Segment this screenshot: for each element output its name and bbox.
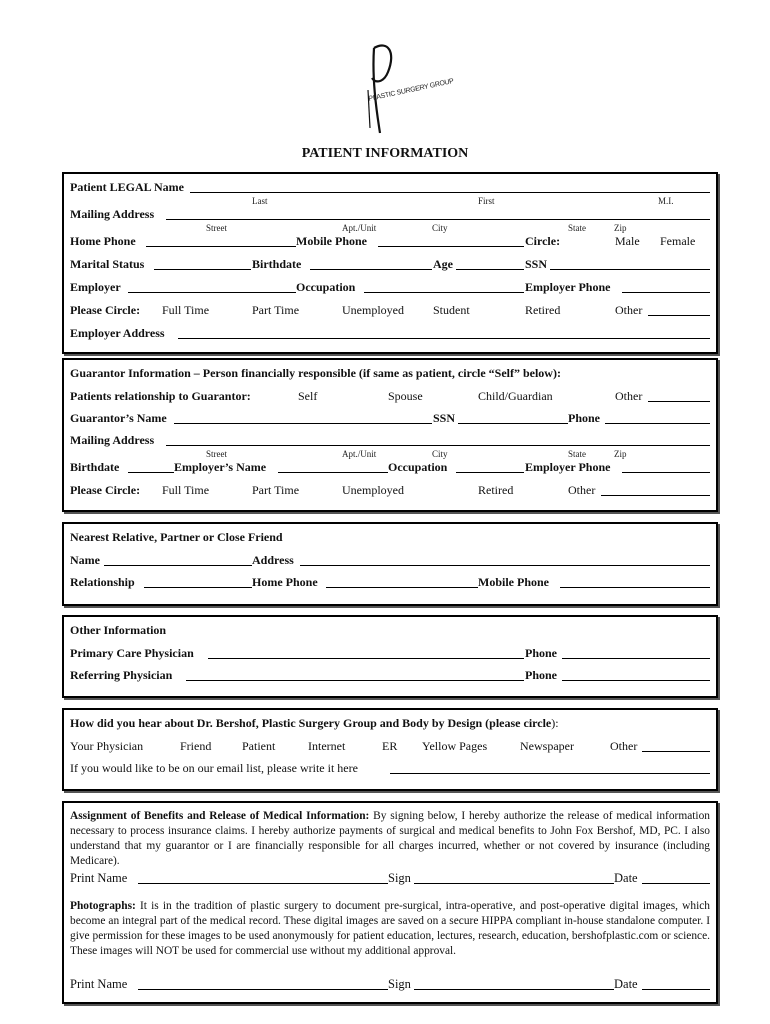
mobile-phone-field[interactable] — [378, 234, 524, 247]
patient-section — [62, 172, 718, 354]
relative-home-phone-field[interactable] — [326, 575, 478, 588]
unemployed-option[interactable]: Unemployed — [342, 303, 404, 317]
employer-phone-field[interactable] — [622, 280, 710, 293]
marital-status-label: Marital Status — [70, 257, 145, 271]
guarantor-occupation-field[interactable] — [456, 460, 524, 473]
guarantor-phone-field[interactable] — [605, 411, 710, 424]
date-label-2: Date — [614, 977, 638, 991]
spouse-option[interactable]: Spouse — [388, 389, 423, 403]
referring-physician-label: Referring Physician — [70, 668, 173, 682]
guarantor-state-caption: State — [568, 449, 586, 459]
referral-other-option[interactable]: Other — [610, 739, 638, 753]
state-caption: State — [568, 223, 586, 233]
photographs-title: Photographs: — [70, 900, 136, 912]
referring-physician-field[interactable] — [186, 668, 524, 681]
guarantor-heading: Guarantor Information – Person financially responsible (if same as patient, circle “Self” below): — [70, 366, 561, 380]
employer-address-label: Employer Address — [70, 326, 165, 340]
relationship-label: Patients relationship to Guarantor: — [70, 389, 251, 403]
guarantor-birthdate-label: Birthdate — [70, 460, 120, 474]
logo-text: PLASTIC SURGERY GROUP — [368, 77, 455, 103]
female-option[interactable]: Female — [660, 234, 696, 248]
birthdate-field[interactable] — [310, 257, 432, 270]
ssn-label: SSN — [525, 257, 548, 271]
apt-caption: Apt./Unit — [342, 223, 377, 233]
male-option[interactable]: Male — [615, 234, 640, 248]
age-field[interactable] — [456, 257, 524, 270]
guarantor-full-time-option[interactable]: Full Time — [162, 483, 210, 497]
patient-option[interactable]: Patient — [242, 739, 276, 753]
occupation-label: Occupation — [296, 280, 356, 294]
guarantor-birthdate-field[interactable] — [128, 460, 174, 473]
relative-home-phone-label: Home Phone — [252, 575, 318, 589]
relative-address-label: Address — [252, 553, 294, 567]
guarantor-name-label: Guarantor’s Name — [70, 411, 167, 425]
marital-status-field[interactable] — [154, 257, 251, 270]
photographs-paragraph — [70, 899, 710, 959]
part-time-option[interactable]: Part Time — [252, 303, 300, 317]
home-phone-field[interactable] — [146, 234, 296, 247]
pcp-field[interactable] — [208, 646, 524, 659]
self-option[interactable]: Self — [298, 389, 318, 403]
your-physician-option[interactable]: Your Physician — [70, 739, 144, 753]
employer-address-field[interactable] — [178, 326, 710, 339]
date-field[interactable] — [642, 871, 710, 884]
ssn-field[interactable] — [550, 257, 710, 270]
mobile-phone-label: Mobile Phone — [296, 234, 367, 248]
guarantor-other-field[interactable] — [601, 483, 710, 496]
guarantor-city-caption: City — [432, 449, 448, 459]
employer-name-field[interactable] — [278, 460, 388, 473]
first-name-caption: First — [478, 196, 495, 206]
referring-phone-label: Phone — [525, 668, 558, 682]
benefits-text: By signing below, I hereby authorize the release of medical information necessary to process insurance claims. I hereby authorize payments of surgical and medical benefits to John Fox Bershof, MD, PC. I also understand that my guarantor or I are financially responsible for all charges incurred, whether or not covered by insurance (including Medicare). — [70, 810, 710, 867]
relative-name-label: Name — [70, 553, 100, 567]
street-caption: Street — [206, 223, 227, 233]
relationship-other-option[interactable]: Other — [615, 389, 643, 403]
relative-section — [62, 522, 718, 606]
guarantor-ssn-label: SSN — [433, 411, 456, 425]
circle-label: Circle: — [525, 234, 561, 248]
guarantor-please-circle-label: Please Circle: — [70, 483, 141, 497]
pcp-phone-label: Phone — [525, 646, 558, 660]
email-label: If you would like to be on our email list, please write it here — [70, 761, 358, 775]
retired-option[interactable]: Retired — [525, 303, 561, 317]
referral-section — [62, 708, 718, 791]
mi-caption: M.I. — [658, 196, 674, 206]
city-caption: City — [432, 223, 448, 233]
relative-address-field[interactable] — [300, 553, 710, 566]
employer-name-label: Employer’s Name — [174, 460, 267, 474]
guarantor-employer-phone-label: Employer Phone — [525, 460, 611, 474]
sign-label: Sign — [388, 871, 411, 885]
guarantor-section — [62, 358, 718, 512]
child-guardian-option[interactable]: Child/Guardian — [478, 389, 553, 403]
zip-caption: Zip — [614, 223, 627, 233]
benefits-title: Assignment of Benefits and Release of Medical Information: — [70, 810, 370, 822]
print-name-label-2: Print Name — [70, 977, 128, 991]
mailing-address-label: Mailing Address — [70, 207, 155, 221]
guarantor-occupation-label: Occupation — [388, 460, 448, 474]
guarantor-mailing-field[interactable] — [166, 433, 710, 446]
consent-section — [62, 801, 718, 1004]
date-label: Date — [614, 871, 638, 885]
print-name-field-2[interactable] — [138, 977, 388, 990]
relative-heading: Nearest Relative, Partner or Close Friend — [70, 530, 283, 544]
student-option[interactable]: Student — [433, 303, 470, 317]
guarantor-ssn-field[interactable] — [458, 411, 568, 424]
guarantor-part-time-option[interactable]: Part Time — [252, 483, 300, 497]
referral-heading: How did you hear about Dr. Bershof, Plastic Surgery Group and Body by Design (please circle): — [70, 716, 559, 730]
guarantor-retired-option[interactable]: Retired — [478, 483, 514, 497]
employer-phone-label: Employer Phone — [525, 280, 611, 294]
guarantor-unemployed-option[interactable]: Unemployed — [342, 483, 404, 497]
relative-relationship-label: Relationship — [70, 575, 135, 589]
sign-field[interactable] — [414, 871, 614, 884]
other-field[interactable] — [648, 303, 710, 316]
friend-option[interactable]: Friend — [180, 739, 212, 753]
birthdate-label: Birthdate — [252, 257, 302, 271]
age-label: Age — [433, 257, 453, 271]
benefits-paragraph — [70, 809, 710, 869]
other-info-section — [62, 615, 718, 698]
patient-legal-name-label: Patient LEGAL Name — [70, 180, 184, 194]
mailing-address-field[interactable] — [166, 207, 710, 220]
full-time-option[interactable]: Full Time — [162, 303, 210, 317]
newspaper-option[interactable]: Newspaper — [520, 739, 574, 753]
photographs-text: It is in the tradition of plastic surgery to document pre-surgical, intra-operative, and post-operative digital images, which become an integral part of the medical record. These digital images are saved on a secure HIPPA compliant in-house standalone computer. I give permission for these images to be used anonymously for patient education, lectures, research, education, bershofplastic.com or science. These images will NOT be used for commercial use without my additional approval. — [70, 900, 710, 957]
employer-field[interactable] — [128, 280, 296, 293]
internet-option[interactable]: Internet — [308, 739, 346, 753]
email-field[interactable] — [390, 761, 710, 774]
pcp-phone-field[interactable] — [562, 646, 710, 659]
relative-relationship-field[interactable] — [144, 575, 252, 588]
patient-legal-name-field[interactable] — [190, 180, 710, 193]
referral-other-field[interactable] — [642, 739, 710, 752]
other-option[interactable]: Other — [615, 303, 643, 317]
guarantor-name-field[interactable] — [174, 411, 432, 424]
print-name-label: Print Name — [70, 871, 128, 885]
guarantor-phone-label: Phone — [568, 411, 601, 425]
relative-name-field[interactable] — [104, 553, 252, 566]
referring-phone-field[interactable] — [562, 668, 710, 681]
employer-label: Employer — [70, 280, 121, 294]
print-name-field[interactable] — [138, 871, 388, 884]
other-info-heading: Other Information — [70, 623, 167, 637]
page-title: PATIENT INFORMATION — [301, 146, 469, 161]
pcp-label: Primary Care Physician — [70, 646, 194, 660]
guarantor-employer-phone-field[interactable] — [622, 460, 710, 473]
last-name-caption: Last — [252, 196, 268, 206]
er-option[interactable]: ER — [382, 739, 398, 753]
guarantor-street-caption: Street — [206, 449, 227, 459]
guarantor-other-option[interactable]: Other — [568, 483, 596, 497]
yellow-pages-option[interactable]: Yellow Pages — [422, 739, 488, 753]
please-circle-label: Please Circle: — [70, 303, 141, 317]
guarantor-apt-caption: Apt./Unit — [342, 449, 377, 459]
date-field-2[interactable] — [642, 977, 710, 990]
relative-mobile-phone-field[interactable] — [560, 575, 710, 588]
sign-label-2: Sign — [388, 977, 411, 991]
home-phone-label: Home Phone — [70, 234, 136, 248]
occupation-field[interactable] — [364, 280, 524, 293]
relationship-other-field[interactable] — [648, 389, 710, 402]
guarantor-mailing-label: Mailing Address — [70, 433, 155, 447]
guarantor-zip-caption: Zip — [614, 449, 627, 459]
relative-mobile-phone-label: Mobile Phone — [478, 575, 549, 589]
sign-field-2[interactable] — [414, 977, 614, 990]
